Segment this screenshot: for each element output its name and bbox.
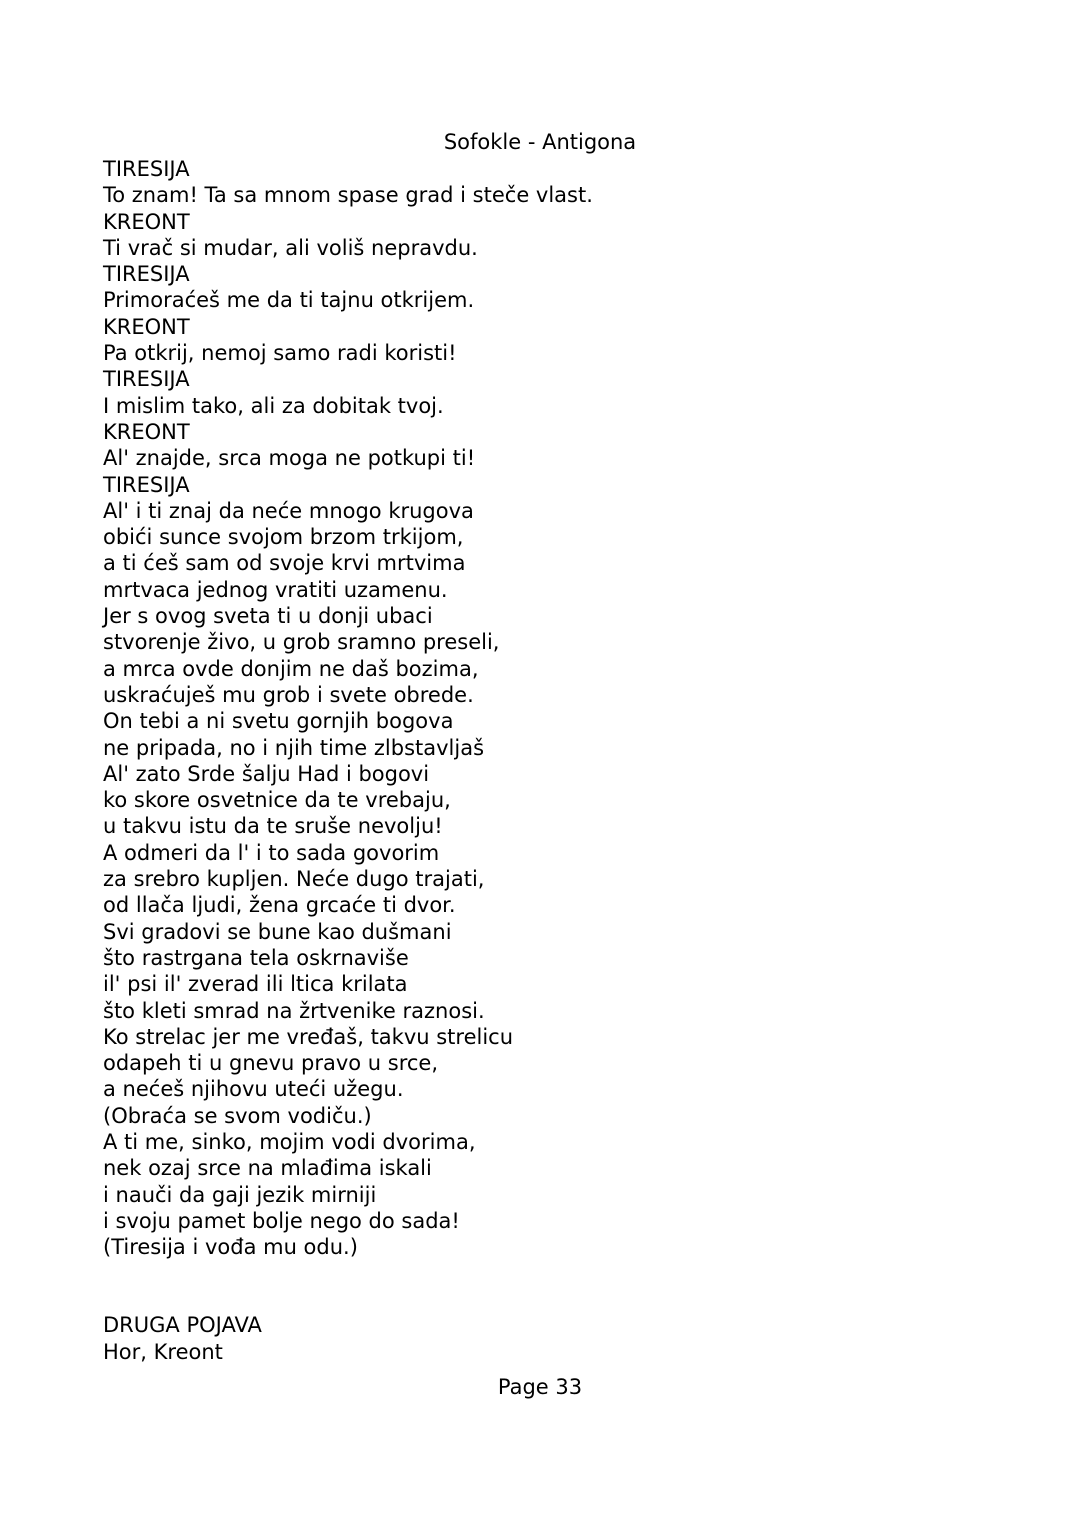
text-line: Jer s ovog sveta ti u donji ubaci [103, 604, 433, 629]
text-line: (Tiresija i vođa mu odu.) [103, 1235, 358, 1260]
page-header [0, 128, 1080, 156]
section-characters: Hor, Kreont [103, 1339, 223, 1364]
text-line: odapeh ti u gnevu pravo u srce, [103, 1051, 439, 1076]
text-line: za srebro kupljen. Neće dugo trajati, [103, 867, 485, 892]
text-line: I mislim tako, ali za dobitak tvoj. [103, 393, 444, 418]
text-line: ne pripada, no i njih time zlbstavljaš [103, 735, 485, 760]
text-line: A odmeri da l' i to sada govorim [103, 840, 440, 865]
text-line: a ti ćeš sam od svoje krvi mrtvima [103, 551, 466, 576]
section-spacer [103, 1260, 1003, 1312]
document-title: Sofokle - Antigona [443, 130, 637, 154]
text-line: u takvu istu da te sruše nevolju! [103, 814, 443, 839]
text-line: što kleti smrad na žrtvenike raznosi. [103, 998, 485, 1023]
text-line: što rastrgana tela oskrnaviše [103, 945, 409, 970]
text-line: Ko strelac jer me vređaš, takvu strelicu [103, 1024, 514, 1049]
text-line: Ti vrač si mudar, ali voliš nepravdu. [103, 235, 478, 260]
text-line: KREONT [103, 209, 190, 234]
text-line: Pa otkrij, nemoj samo radi koristi! [103, 341, 457, 366]
text-line: a mrca ovde donjim ne daš bozima, [103, 656, 479, 681]
text-line: ko skore osvetnice da te vrebaju, [103, 788, 451, 813]
text-line: Al' znajde, srca moga ne potkupi ti! [103, 446, 476, 471]
text-line: i nauči da gaji jezik mirniji [103, 1182, 377, 1207]
text-line: (Obraća se svom vodiču.) [103, 1103, 372, 1128]
text-line: KREONT [103, 314, 190, 339]
text-line: A ti me, sinko, mojim vodi dvorima, [103, 1129, 476, 1154]
section-heading: DRUGA POJAVA [103, 1313, 262, 1338]
text-line: mrtvaca jednog vratiti uzamenu. [103, 577, 448, 602]
text-line: il' psi il' zverad ili ltica krilata [103, 972, 408, 997]
page-footer [0, 1373, 1080, 1401]
page-number: Page 33 [497, 1375, 583, 1399]
text-line: i svoju pamet bolje nego do sada! [103, 1208, 460, 1233]
text-line: uskraćuješ mu grob i svete obrede. [103, 682, 474, 707]
text-line: TIRESIJA [103, 472, 190, 497]
text-line: nek ozaj srce na mlađima iskali [103, 1156, 432, 1181]
script-body [103, 156, 1003, 1365]
text-line: Svi gradovi se bune kao dušmani [103, 919, 452, 944]
text-line: TIRESIJA [103, 157, 190, 181]
text-line: KREONT [103, 419, 190, 444]
text-line: obići sunce svojom brzom trkijom, [103, 525, 464, 550]
text-line: a nećeš njihovu uteći užegu. [103, 1077, 404, 1102]
text-line: Al' zato Srde šalju Had i bogovi [103, 761, 430, 786]
text-line: TIRESIJA [103, 367, 190, 392]
text-line: On tebi a ni svetu gornjih bogova [103, 709, 454, 734]
text-line: Al' i ti znaj da neće mnogo krugova [103, 498, 474, 523]
text-line: To znam! Ta sa mnom spase grad i steče vlast. [103, 183, 593, 208]
dialogue-lines [103, 156, 1003, 1260]
text-line: stvorenje živo, u grob sramno preseli, [103, 630, 500, 655]
text-line: Primoraćeš me da ti tajnu otkrijem. [103, 288, 475, 313]
text-line: TIRESIJA [103, 262, 190, 287]
text-line: od llača ljudi, žena grcaće ti dvor. [103, 893, 456, 918]
